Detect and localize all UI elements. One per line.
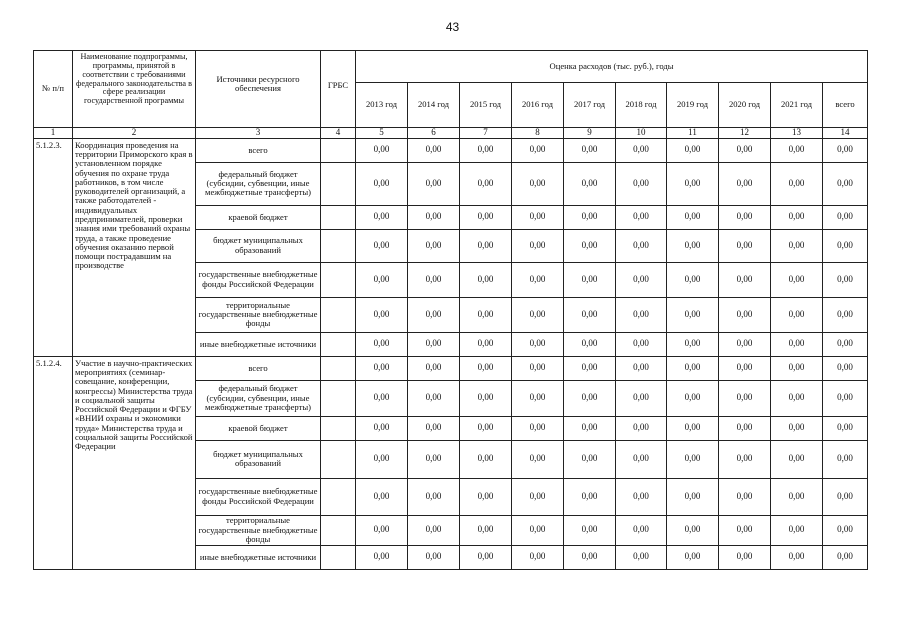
amount-cell: 0,00 xyxy=(616,205,667,229)
amount-cell: 0,00 xyxy=(771,332,823,356)
amount-cell: 0,00 xyxy=(356,138,408,162)
amount-cell: 0,00 xyxy=(616,138,667,162)
column-index: 12 xyxy=(719,128,771,139)
amount-cell: 0,00 xyxy=(719,332,771,356)
amount-cell: 0,00 xyxy=(460,545,512,569)
amount-cell: 0,00 xyxy=(512,332,564,356)
amount-cell: 0,00 xyxy=(408,332,460,356)
amount-cell: 0,00 xyxy=(408,545,460,569)
amount-cell: 0,00 xyxy=(512,229,564,262)
amount-cell: 0,00 xyxy=(667,162,719,205)
amount-cell: 0,00 xyxy=(564,229,616,262)
amount-cell: 0,00 xyxy=(564,332,616,356)
amount-cell: 0,00 xyxy=(460,205,512,229)
header-index-row xyxy=(34,128,868,139)
amount-cell: 0,00 xyxy=(719,138,771,162)
amount-cell: 0,00 xyxy=(616,262,667,297)
funding-source: краевой бюджет xyxy=(196,416,321,440)
header-grbs: ГРБС xyxy=(321,51,356,128)
amount-cell: 0,00 xyxy=(460,332,512,356)
grbs-cell xyxy=(321,205,356,229)
amount-cell: 0,00 xyxy=(512,545,564,569)
column-index: 1 xyxy=(34,128,73,139)
amount-cell: 0,00 xyxy=(564,545,616,569)
amount-cell: 0,00 xyxy=(719,162,771,205)
amount-cell: 0,00 xyxy=(719,205,771,229)
amount-cell: 0,00 xyxy=(356,545,408,569)
amount-cell: 0,00 xyxy=(356,205,408,229)
amount-cell: 0,00 xyxy=(408,440,460,478)
amount-cell: 0,00 xyxy=(512,205,564,229)
column-index: 6 xyxy=(408,128,460,139)
column-index: 3 xyxy=(196,128,321,139)
section-name: Участие в научно-практических мероприятиях (семинар-совещание, конференции, конгрессы) Министерства труда и социальной защиты Российской Федерации и ФГБУ «ВНИИ охраны и экономики труда» Министерства труда и социальной защиты Российской Федерации xyxy=(73,356,196,569)
amount-cell: 0,00 xyxy=(667,332,719,356)
header-year: 2020 год xyxy=(719,83,771,128)
amount-cell: 0,00 xyxy=(356,332,408,356)
amount-cell: 0,00 xyxy=(356,380,408,416)
amount-cell: 0,00 xyxy=(771,229,823,262)
amount-cell: 0,00 xyxy=(823,229,868,262)
amount-cell: 0,00 xyxy=(512,478,564,515)
amount-cell: 0,00 xyxy=(719,356,771,380)
amount-cell: 0,00 xyxy=(408,262,460,297)
amount-cell: 0,00 xyxy=(719,416,771,440)
column-index: 13 xyxy=(771,128,823,139)
amount-cell: 0,00 xyxy=(667,478,719,515)
amount-cell: 0,00 xyxy=(512,440,564,478)
funding-source: краевой бюджет xyxy=(196,205,321,229)
header-year: всего xyxy=(823,83,868,128)
amount-cell: 0,00 xyxy=(823,356,868,380)
amount-cell: 0,00 xyxy=(771,545,823,569)
page-number: 43 xyxy=(445,20,460,34)
amount-cell: 0,00 xyxy=(667,262,719,297)
amount-cell: 0,00 xyxy=(356,515,408,545)
amount-cell: 0,00 xyxy=(408,205,460,229)
amount-cell: 0,00 xyxy=(408,229,460,262)
amount-cell: 0,00 xyxy=(616,478,667,515)
amount-cell: 0,00 xyxy=(616,380,667,416)
amount-cell: 0,00 xyxy=(667,416,719,440)
amount-cell: 0,00 xyxy=(512,138,564,162)
amount-cell: 0,00 xyxy=(408,138,460,162)
amount-cell: 0,00 xyxy=(512,416,564,440)
amount-cell: 0,00 xyxy=(408,380,460,416)
amount-cell: 0,00 xyxy=(408,297,460,332)
funding-source: бюджет муниципальных образований xyxy=(196,440,321,478)
column-index: 11 xyxy=(667,128,719,139)
amount-cell: 0,00 xyxy=(771,262,823,297)
amount-cell: 0,00 xyxy=(356,262,408,297)
section-number: 5.1.2.4. xyxy=(34,356,73,569)
amount-cell: 0,00 xyxy=(512,515,564,545)
amount-cell: 0,00 xyxy=(460,262,512,297)
amount-cell: 0,00 xyxy=(771,440,823,478)
grbs-cell xyxy=(321,440,356,478)
amount-cell: 0,00 xyxy=(512,297,564,332)
amount-cell: 0,00 xyxy=(823,478,868,515)
amount-cell: 0,00 xyxy=(667,297,719,332)
amount-cell: 0,00 xyxy=(564,380,616,416)
grbs-cell xyxy=(321,478,356,515)
amount-cell: 0,00 xyxy=(460,229,512,262)
amount-cell: 0,00 xyxy=(564,515,616,545)
column-index: 2 xyxy=(73,128,196,139)
header-year: 2021 год xyxy=(771,83,823,128)
grbs-cell xyxy=(321,416,356,440)
amount-cell: 0,00 xyxy=(356,162,408,205)
amount-cell: 0,00 xyxy=(667,515,719,545)
funding-source: бюджет муниципальных образований xyxy=(196,229,321,262)
amount-cell: 0,00 xyxy=(408,515,460,545)
amount-cell: 0,00 xyxy=(771,380,823,416)
amount-cell: 0,00 xyxy=(460,138,512,162)
grbs-cell xyxy=(321,380,356,416)
grbs-cell xyxy=(321,332,356,356)
amount-cell: 0,00 xyxy=(823,545,868,569)
header-year: 2013 год xyxy=(356,83,408,128)
amount-cell: 0,00 xyxy=(460,297,512,332)
amount-cell: 0,00 xyxy=(667,205,719,229)
amount-cell: 0,00 xyxy=(564,440,616,478)
funding-source: государственные внебюджетные фонды Российской Федерации xyxy=(196,478,321,515)
amount-cell: 0,00 xyxy=(616,297,667,332)
amount-cell: 0,00 xyxy=(771,162,823,205)
amount-cell: 0,00 xyxy=(616,229,667,262)
amount-cell: 0,00 xyxy=(771,416,823,440)
amount-cell: 0,00 xyxy=(356,416,408,440)
column-index: 8 xyxy=(512,128,564,139)
amount-cell: 0,00 xyxy=(823,440,868,478)
amount-cell: 0,00 xyxy=(719,229,771,262)
header-year: 2015 год xyxy=(460,83,512,128)
amount-cell: 0,00 xyxy=(771,478,823,515)
amount-cell: 0,00 xyxy=(356,440,408,478)
funding-source: всего xyxy=(196,138,321,162)
amount-cell: 0,00 xyxy=(823,138,868,162)
amount-cell: 0,00 xyxy=(564,262,616,297)
header-year: 2019 год xyxy=(667,83,719,128)
column-index: 4 xyxy=(321,128,356,139)
amount-cell: 0,00 xyxy=(356,356,408,380)
amount-cell: 0,00 xyxy=(564,416,616,440)
amount-cell: 0,00 xyxy=(408,162,460,205)
column-index: 5 xyxy=(356,128,408,139)
amount-cell: 0,00 xyxy=(616,332,667,356)
amount-cell: 0,00 xyxy=(564,138,616,162)
amount-cell: 0,00 xyxy=(719,478,771,515)
amount-cell: 0,00 xyxy=(771,205,823,229)
amount-cell: 0,00 xyxy=(616,416,667,440)
amount-cell: 0,00 xyxy=(667,356,719,380)
header-year: 2014 год xyxy=(408,83,460,128)
funding-source: иные внебюджетные источники xyxy=(196,545,321,569)
amount-cell: 0,00 xyxy=(408,416,460,440)
column-index: 14 xyxy=(823,128,868,139)
grbs-cell xyxy=(321,297,356,332)
amount-cell: 0,00 xyxy=(667,229,719,262)
amount-cell: 0,00 xyxy=(719,380,771,416)
amount-cell: 0,00 xyxy=(356,229,408,262)
amount-cell: 0,00 xyxy=(771,515,823,545)
amount-cell: 0,00 xyxy=(564,162,616,205)
amount-cell: 0,00 xyxy=(460,416,512,440)
funding-source: государственные внебюджетные фонды Российской Федерации xyxy=(196,262,321,297)
amount-cell: 0,00 xyxy=(512,262,564,297)
column-index: 10 xyxy=(616,128,667,139)
header-estimate: Оценка расходов (тыс. руб.), годы xyxy=(356,51,868,83)
table-row xyxy=(34,356,868,380)
amount-cell: 0,00 xyxy=(616,162,667,205)
header-year: 2016 год xyxy=(512,83,564,128)
funding-source: федеральный бюджет (субсидии, субвенции, иные межбюджетные трансферты) xyxy=(196,162,321,205)
header-year: 2017 год xyxy=(564,83,616,128)
amount-cell: 0,00 xyxy=(512,162,564,205)
amount-cell: 0,00 xyxy=(667,545,719,569)
amount-cell: 0,00 xyxy=(823,162,868,205)
amount-cell: 0,00 xyxy=(564,356,616,380)
amount-cell: 0,00 xyxy=(719,545,771,569)
amount-cell: 0,00 xyxy=(616,356,667,380)
amount-cell: 0,00 xyxy=(719,515,771,545)
amount-cell: 0,00 xyxy=(564,205,616,229)
amount-cell: 0,00 xyxy=(719,440,771,478)
grbs-cell xyxy=(321,515,356,545)
amount-cell: 0,00 xyxy=(460,162,512,205)
column-index: 9 xyxy=(564,128,616,139)
grbs-cell xyxy=(321,162,356,205)
amount-cell: 0,00 xyxy=(460,380,512,416)
amount-cell: 0,00 xyxy=(823,515,868,545)
amount-cell: 0,00 xyxy=(719,297,771,332)
amount-cell: 0,00 xyxy=(823,416,868,440)
amount-cell: 0,00 xyxy=(564,478,616,515)
amount-cell: 0,00 xyxy=(616,440,667,478)
amount-cell: 0,00 xyxy=(408,356,460,380)
grbs-cell xyxy=(321,356,356,380)
amount-cell: 0,00 xyxy=(356,297,408,332)
grbs-cell xyxy=(321,262,356,297)
table-body xyxy=(34,51,868,570)
amount-cell: 0,00 xyxy=(823,332,868,356)
amount-cell: 0,00 xyxy=(564,297,616,332)
funding-source: территориальные государственные внебюджетные фонды xyxy=(196,297,321,332)
amount-cell: 0,00 xyxy=(823,297,868,332)
amount-cell: 0,00 xyxy=(771,138,823,162)
column-index: 7 xyxy=(460,128,512,139)
funding-source: федеральный бюджет (субсидии, субвенции, иные межбюджетные трансферты) xyxy=(196,380,321,416)
grbs-cell xyxy=(321,545,356,569)
header-year: 2018 год xyxy=(616,83,667,128)
header-source: Источники ресурсного обеспечения xyxy=(196,51,321,128)
amount-cell: 0,00 xyxy=(408,478,460,515)
amount-cell: 0,00 xyxy=(460,478,512,515)
header-no: № п/п xyxy=(34,51,73,128)
amount-cell: 0,00 xyxy=(512,356,564,380)
amount-cell: 0,00 xyxy=(616,515,667,545)
amount-cell: 0,00 xyxy=(771,297,823,332)
amount-cell: 0,00 xyxy=(512,380,564,416)
expense-table xyxy=(33,50,868,570)
funding-source: иные внебюджетные источники xyxy=(196,332,321,356)
amount-cell: 0,00 xyxy=(823,380,868,416)
section-name: Координация проведения на территории Приморского края в установленном порядке обучения по охране труда работников, в том числе руководителей организаций, а также работодателей - индивидуальных предпринимателей, проверки знания ими требований охраны труда, а также проведение обучения оказанию первой помощи пострадавшим на производстве xyxy=(73,138,196,356)
amount-cell: 0,00 xyxy=(667,380,719,416)
amount-cell: 0,00 xyxy=(823,262,868,297)
amount-cell: 0,00 xyxy=(667,440,719,478)
grbs-cell xyxy=(321,229,356,262)
amount-cell: 0,00 xyxy=(460,440,512,478)
grbs-cell xyxy=(321,138,356,162)
table-row xyxy=(34,138,868,162)
amount-cell: 0,00 xyxy=(667,138,719,162)
funding-source: всего xyxy=(196,356,321,380)
header-name: Наименование подпрограммы, программы, принятой в соответствии с требованиями федерального законодательства в сфере реализации государственной программы xyxy=(73,51,196,128)
section-number: 5.1.2.3. xyxy=(34,138,73,356)
amount-cell: 0,00 xyxy=(771,356,823,380)
amount-cell: 0,00 xyxy=(460,515,512,545)
amount-cell: 0,00 xyxy=(823,205,868,229)
amount-cell: 0,00 xyxy=(719,262,771,297)
funding-source: территориальные государственные внебюджетные фонды xyxy=(196,515,321,545)
amount-cell: 0,00 xyxy=(356,478,408,515)
amount-cell: 0,00 xyxy=(616,545,667,569)
amount-cell: 0,00 xyxy=(460,356,512,380)
